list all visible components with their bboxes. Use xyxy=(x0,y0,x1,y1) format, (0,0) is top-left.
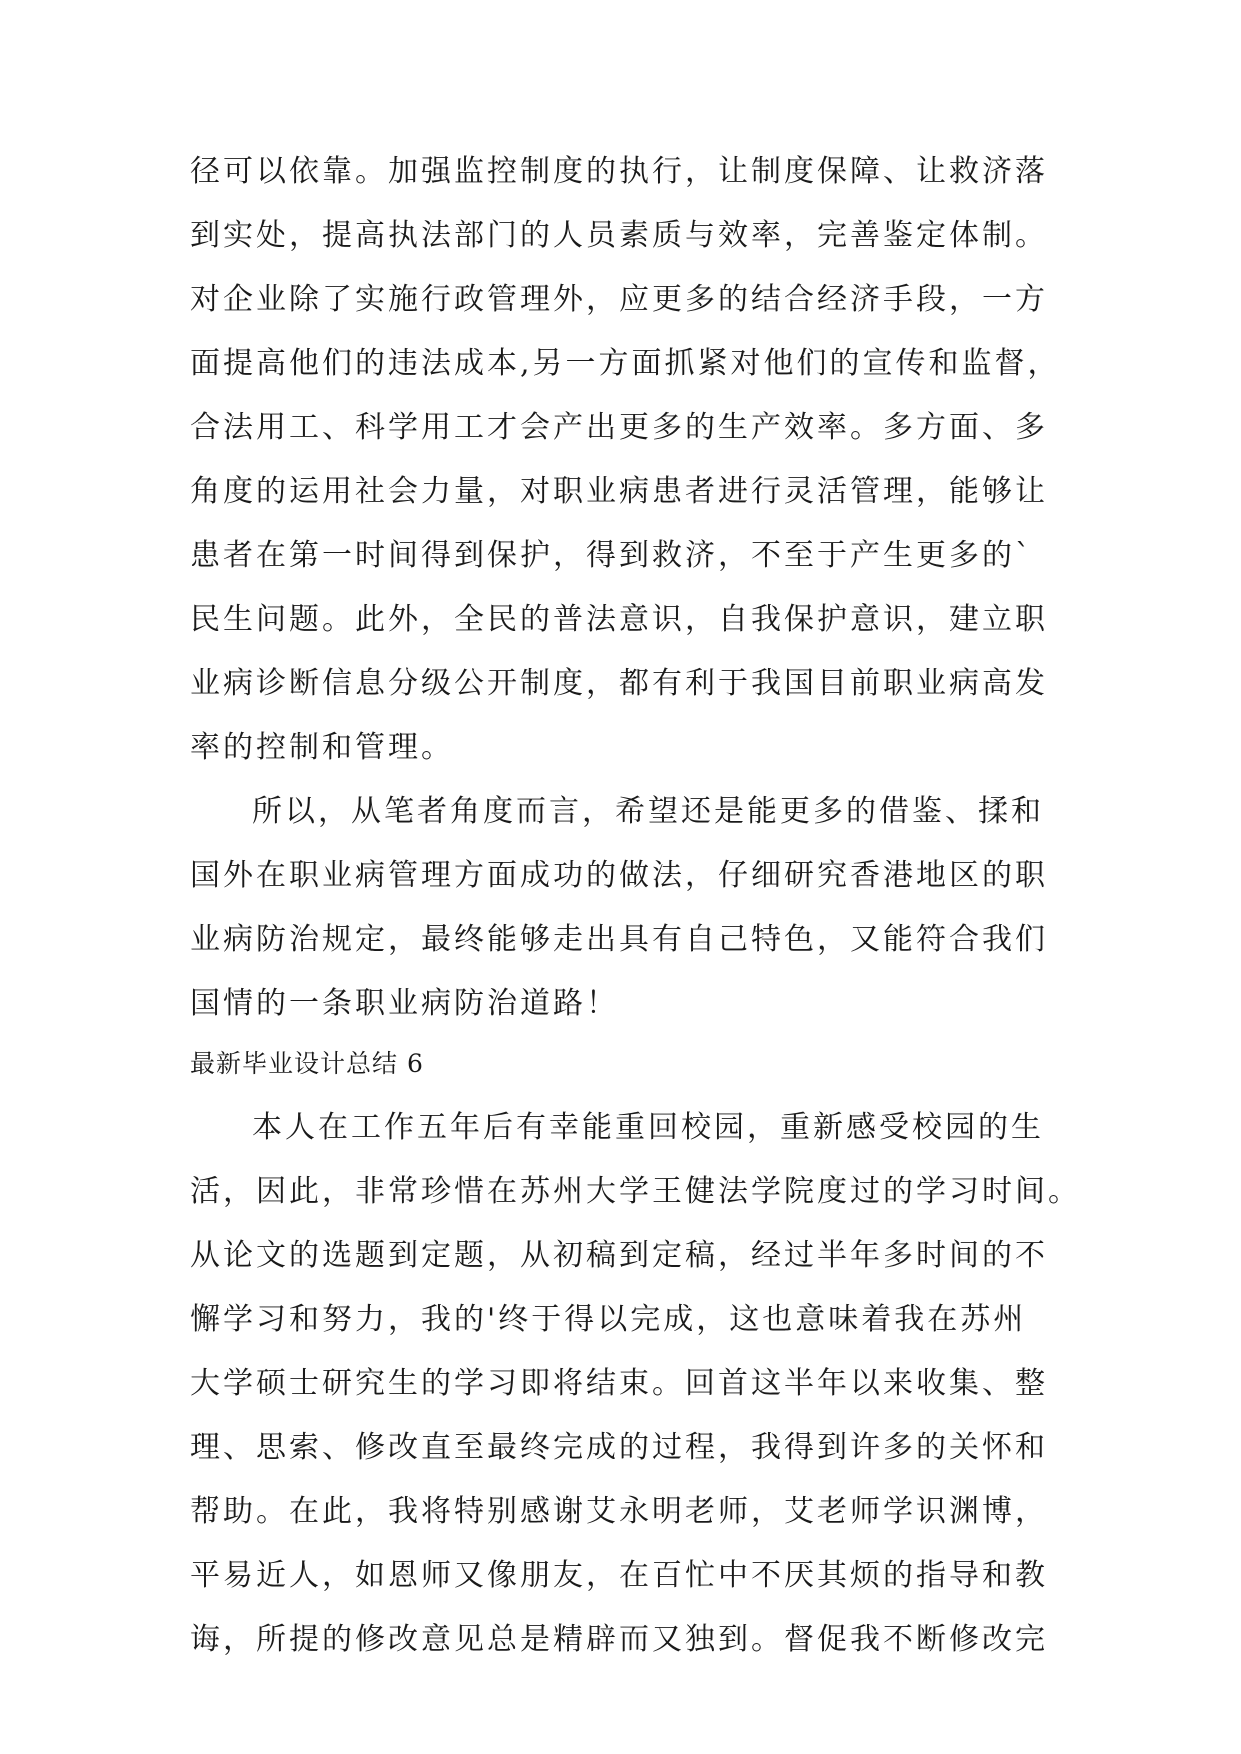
text-line: 平易近人，如恩师又像朋友，在百忙中不厌其烦的指导和教 xyxy=(190,1558,1048,1593)
text-line: 国外在职业病管理方面成功的做法，仔细研究香港地区的职 xyxy=(190,858,1048,893)
text-line: 从论文的选题到定题，从初稿到定稿，经过半年多时间的不 xyxy=(190,1238,1048,1273)
text-line: 率的控制和管理。 xyxy=(190,730,454,765)
text-line: 对企业除了实施行政管理外，应更多的结合经济手段，一方 xyxy=(190,282,1048,317)
text-line: 民生问题。此外，全民的普法意识，自我保护意识，建立职 xyxy=(190,602,1048,637)
text-line: 所以，从笔者角度而言，希望还是能更多的借鉴、揉和 xyxy=(252,794,1044,829)
text-line: 合法用工、科学用工才会产出更多的生产效率。多方面、多 xyxy=(190,410,1048,445)
text-line: 业病防治规定，最终能够走出具有自己特色，又能符合我们 xyxy=(190,922,1048,957)
text-line: 患者在第一时间得到保护，得到救济，不至于产生更多的` xyxy=(190,538,1033,573)
text-line: 业病诊断信息分级公开制度，都有利于我国目前职业病高发 xyxy=(190,666,1048,701)
text-line: 国情的一条职业病防治道路！ xyxy=(190,986,619,1021)
text-line: 角度的运用社会力量，对职业病患者进行灵活管理，能够让 xyxy=(190,474,1048,509)
text-line: 到实处，提高执法部门的人员素质与效率，完善鉴定体制。 xyxy=(190,218,1048,253)
text-line: 活，因此，非常珍惜在苏州大学王健法学院度过的学习时间。 xyxy=(190,1174,1081,1209)
text-line: 大学硕士研究生的学习即将结束。回首这半年以来收集、整 xyxy=(190,1366,1048,1401)
text-line: 懈学习和努力，我的'终于得以完成，这也意味着我在苏州 xyxy=(190,1302,1027,1337)
text-line: 诲，所提的修改意见总是精辟而又独到。督促我不断修改完 xyxy=(190,1622,1048,1657)
section-heading: 最新毕业设计总结 6 xyxy=(190,1049,424,1078)
text-line: 面提高他们的违法成本,另一方面抓紧对他们的宣传和监督， xyxy=(190,346,1061,381)
text-line: 帮助。在此，我将特别感谢艾永明老师，艾老师学识渊博， xyxy=(190,1494,1048,1529)
text-line: 本人在工作五年后有幸能重回校园，重新感受校园的生 xyxy=(252,1110,1044,1145)
text-line: 理、思索、修改直至最终完成的过程，我得到许多的关怀和 xyxy=(190,1430,1048,1465)
text-line: 径可以依靠。加强监控制度的执行，让制度保障、让救济落 xyxy=(190,154,1048,189)
